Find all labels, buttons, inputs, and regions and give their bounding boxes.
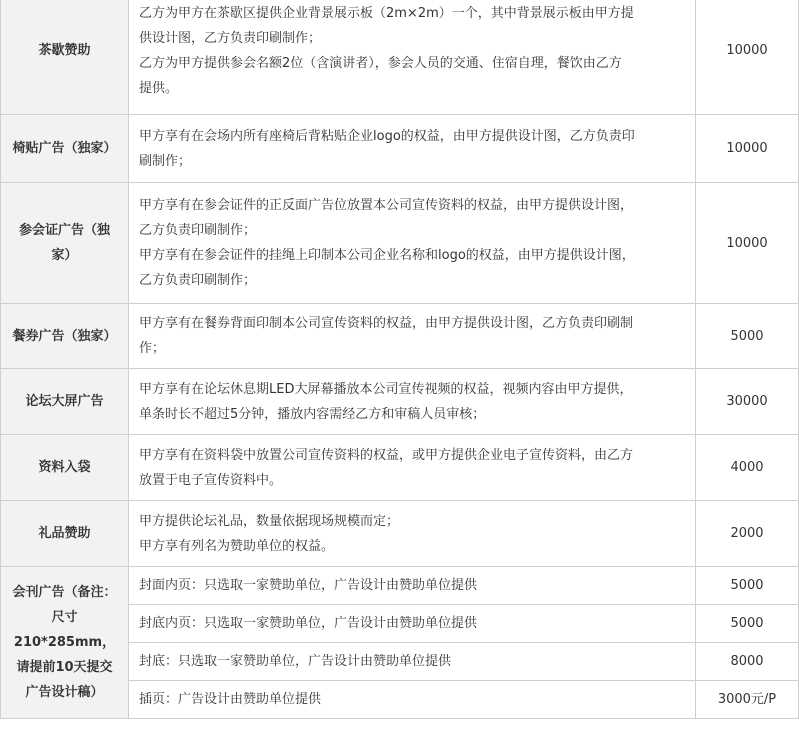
description-line: 提供。: [139, 80, 179, 96]
item-name: 礼品赞助: [1, 501, 129, 567]
item-price: 4000: [696, 435, 799, 501]
item-description: [129, 369, 696, 435]
table-row: [1, 183, 799, 304]
description-line: 乙方为甲方提供参会名额2位（含演讲者），参会人员的交通、住宿自理，餐饮由乙方: [139, 55, 622, 71]
description-line: 乙方负责印刷制作；: [139, 223, 257, 238]
item-description: 插页：广告设计由赞助单位提供: [129, 681, 696, 719]
item-name: 资料入袋: [1, 435, 129, 501]
item-price: 8000: [696, 643, 799, 681]
table-row: [1, 304, 799, 369]
item-price: 5000: [696, 567, 799, 605]
description-line: 甲方享有在会场内所有座椅后背粘贴企业logo的权益，由甲方提供设计图，乙方负责印: [139, 128, 635, 144]
description-line: 刷制作；: [139, 153, 192, 169]
item-price: 30000: [696, 369, 799, 435]
description-line: 甲方享有在资料袋中放置公司宣传资料的权益，或甲方提供企业电子宣传资料，由乙方: [139, 447, 634, 463]
item-description: 封底内页：只选取一家赞助单位，广告设计由赞助单位提供: [129, 605, 696, 643]
description-line: 甲方享有在参会证件的挂绳上印制本公司企业名称和logo的权益，由甲方提供设计图，: [139, 248, 635, 263]
description-line: 供设计图，乙方负责印刷制作；: [139, 30, 322, 46]
description-line: 甲方享有列名为赞助单位的权益。: [139, 538, 335, 554]
description-line: 乙方负责印刷制作；: [139, 273, 257, 288]
item-description: [129, 501, 696, 567]
table-row: [1, 369, 799, 435]
item-price: 10000: [696, 115, 799, 183]
description-line: 甲方享有在餐券背面印制本公司宣传资料的权益，由甲方提供设计图，乙方负责印刷制: [139, 316, 634, 331]
description-line: 乙方为甲方在茶歇区提供企业背景展示板（2m×2m）一个，其中背景展示板由甲方提: [139, 5, 634, 21]
item-price: 10000: [696, 0, 799, 115]
item-name: 论坛大屏广告: [1, 369, 129, 435]
description-line: 作；: [139, 341, 166, 356]
table-row: [1, 501, 799, 567]
item-price: 5000: [696, 304, 799, 369]
item-description: [129, 183, 696, 304]
item-description: 封面内页：只选取一家赞助单位，广告设计由赞助单位提供: [129, 567, 696, 605]
table-row: [1, 567, 799, 605]
description-line: 甲方提供论坛礼品，数量依据现场规模而定；: [139, 513, 400, 529]
item-price: 3000元/P: [696, 681, 799, 719]
item-description: 封底：只选取一家赞助单位，广告设计由赞助单位提供: [129, 643, 696, 681]
description-line: 甲方享有在论坛休息期LED大屏幕播放本公司宣传视频的权益，视频内容由甲方提供，: [139, 381, 633, 397]
item-description: [129, 0, 696, 115]
description-line: 放置于电子宣传资料中。: [139, 472, 283, 488]
journal-ad-name: 会刊广告（备注：尺寸210*285mm，请提前10天提交广告设计稿）: [1, 567, 129, 719]
item-name: 餐券广告（独家）: [1, 304, 129, 369]
table-row: [1, 115, 799, 183]
item-name: 参会证广告（独家）: [1, 183, 129, 304]
table-row: [1, 435, 799, 501]
item-price: 2000: [696, 501, 799, 567]
item-description: [129, 435, 696, 501]
item-price: 10000: [696, 183, 799, 304]
description-line: 甲方享有在参会证件的正反面广告位放置本公司宣传资料的权益，由甲方提供设计图，: [139, 198, 634, 213]
item-description: [129, 115, 696, 183]
item-description: [129, 304, 696, 369]
table-row: [1, 0, 799, 115]
description-line: 单条时长不超过5分钟，播放内容需经乙方和审稿人员审核；: [139, 406, 486, 422]
item-name: 椅贴广告（独家）: [1, 115, 129, 183]
item-name: 茶歇赞助: [1, 0, 129, 115]
item-price: 5000: [696, 605, 799, 643]
